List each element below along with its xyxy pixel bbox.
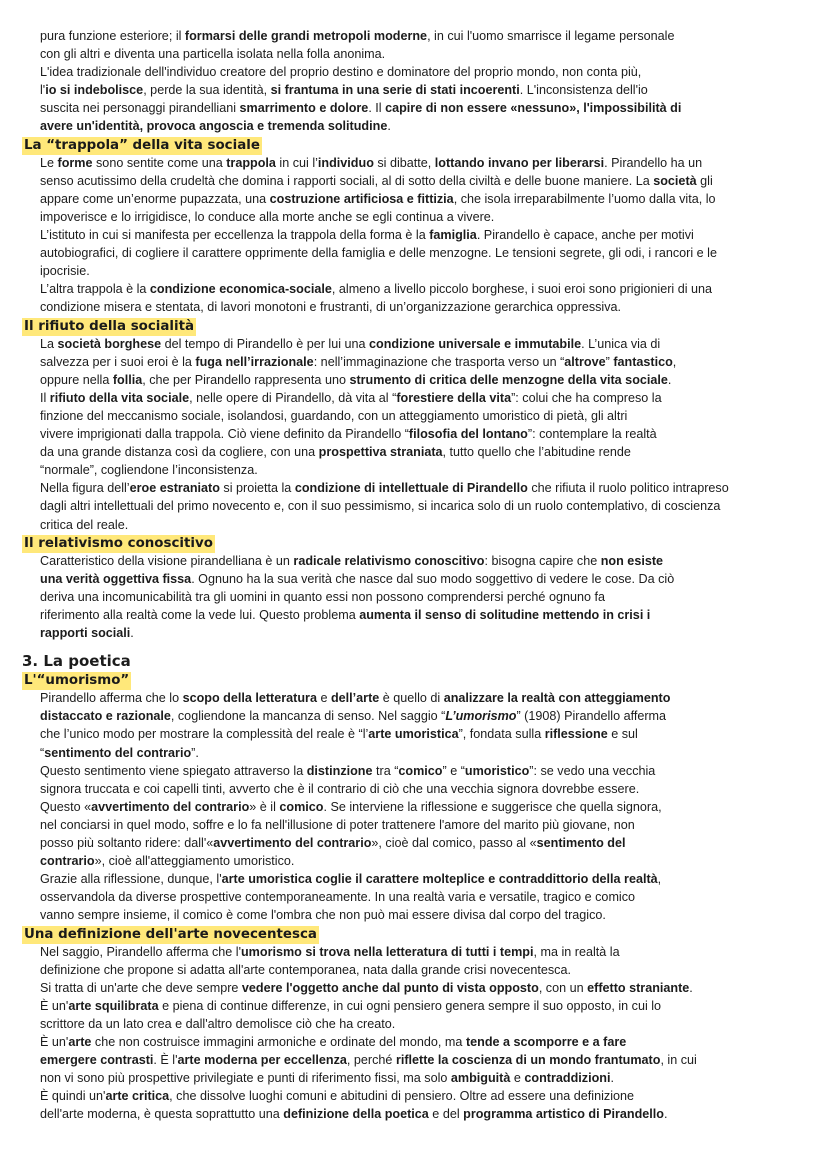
- section-heading-row: [22, 925, 804, 943]
- section-body: [40, 552, 804, 642]
- text-run: . Pirandello è capace, anche per motivi: [476, 228, 694, 243]
- text-line: [40, 552, 804, 570]
- text-line: [40, 870, 804, 888]
- text-line: [40, 117, 804, 135]
- bold-text-run: fantastico: [613, 354, 673, 369]
- text-run: posso più soltanto ridere: dall'«: [40, 836, 214, 851]
- text-line: [40, 570, 804, 588]
- bold-text-run: altrove: [564, 354, 606, 369]
- text-line: [40, 407, 804, 425]
- text-run: ”, fondata sulla: [458, 727, 545, 742]
- text-run: .: [667, 372, 672, 387]
- text-run: e: [316, 691, 331, 706]
- bold-text-run: condizione di intellettuale di Pirandello: [294, 481, 528, 496]
- text-line: [40, 707, 804, 725]
- text-line: [40, 497, 804, 515]
- text-run: ”: [605, 354, 614, 369]
- text-line: [40, 762, 804, 780]
- bold-text-run: arte critica: [105, 1089, 170, 1104]
- text-run: ”.: [191, 745, 199, 760]
- text-run: , con un: [538, 980, 588, 995]
- text-run: Questo «: [40, 799, 92, 814]
- text-line: [40, 461, 804, 479]
- sections-part-2: [22, 671, 804, 1123]
- text-run: senso acutissimo della crudeltà che domina i rapporti sociali, al di sotto della civiltà e delle buone maniere. La: [40, 173, 654, 188]
- text-line: [40, 262, 804, 280]
- text-run: e piena di continue differenze, in cui ogni pensiero genera sempre il suo opposto, in cui lo: [158, 998, 662, 1013]
- text-line: [40, 588, 804, 606]
- text-run: . Se interviene la riflessione e suggerisce che quella signora,: [323, 799, 662, 814]
- section-body: [40, 943, 804, 1124]
- text-run: critica del reale.: [40, 517, 129, 532]
- text-run: . Il: [368, 101, 386, 116]
- section-heading: L'“umorismo”: [22, 672, 131, 690]
- section-heading-row: [22, 136, 804, 154]
- text-line: [40, 226, 804, 244]
- text-line: [40, 280, 804, 298]
- text-run: suscita nei personaggi pirandelliani: [40, 101, 240, 116]
- text-run: ”: contemplare la realtà: [527, 427, 657, 442]
- text-run: È un': [40, 998, 69, 1013]
- text-run: non vi sono più prospettive privilegiate e punti di riferimento fissi, ma solo: [40, 1071, 451, 1086]
- text-line: [40, 353, 804, 371]
- text-line: [40, 834, 804, 852]
- text-run: ” (1908) Pirandello afferma: [516, 709, 667, 724]
- text-run: sono sentite come una: [92, 155, 227, 170]
- text-run: pura funzione esteriore; il: [40, 29, 185, 43]
- text-run: condizione misera e stentata, di lavori monotoni e frustranti, di un’organizzazione gerarchica oppressiva.: [40, 300, 622, 315]
- bold-text-run: radicale relativismo conoscitivo: [293, 553, 485, 568]
- text-run: in cui l’: [275, 155, 318, 170]
- text-run: , perché: [346, 1053, 396, 1068]
- intro-paragraph: [22, 27, 804, 136]
- text-line: [40, 961, 804, 979]
- bold-text-run: trappola: [226, 155, 276, 170]
- text-run: che rifiuta il ruolo politico intrapreso: [527, 481, 729, 496]
- section-body: [40, 335, 804, 534]
- text-run: oppure nella: [40, 372, 113, 387]
- text-line: [40, 208, 804, 226]
- text-line: [40, 63, 804, 81]
- text-run: impoverisce e lo irrigidisce, lo conduce alla morte anche se egli continua a vivere.: [40, 209, 495, 224]
- text-line: [40, 725, 804, 743]
- text-line: [40, 516, 804, 534]
- text-run: ,: [657, 872, 662, 887]
- text-run: che non costruisce immagini armoniche e ordinate del mondo, ma: [91, 1035, 466, 1050]
- section-body: [40, 689, 804, 924]
- bold-text-run: follia: [112, 372, 143, 387]
- bold-text-run: arte squilibrata: [68, 998, 159, 1013]
- text-run: , che dissolve luoghi comuni e abitudini di pensiero. Oltre ad essere una definizione: [169, 1089, 635, 1104]
- text-run: scrittore da un lato crea e dall'altro demolisce ciò che ha creato.: [40, 1016, 396, 1031]
- text-run: .: [689, 980, 693, 995]
- bold-text-run: dell’arte: [330, 691, 380, 706]
- text-run: deriva una incomunicabilità tra gli uomini in quanto essi non possono comprendersi perché ognuno fa: [40, 589, 605, 604]
- section-heading: Il relativismo conoscitivo: [22, 535, 215, 553]
- bold-text-run: forme: [57, 155, 93, 170]
- section-heading-row: [22, 534, 804, 552]
- text-run: .: [663, 1107, 668, 1122]
- text-run: Le: [40, 155, 58, 170]
- bold-text-run: ambiguità: [450, 1071, 511, 1086]
- bold-text-run: L’umorismo: [445, 709, 517, 724]
- text-run: dell'arte moderna, è questa soprattutto una: [40, 1107, 284, 1122]
- text-line: [40, 997, 804, 1015]
- bold-text-run: arte moderna per eccellenza: [177, 1053, 347, 1068]
- bold-text-run: forestiere della vita: [396, 390, 512, 405]
- bold-text-run: io si indebolisce: [45, 83, 144, 98]
- bold-text-run: sentimento del: [536, 836, 626, 851]
- text-run: osservandola da diverse prospettive contemporaneamente. In una realtà varia e versatile, tragico e comico: [40, 890, 636, 905]
- bold-text-run: analizzare la realtà con atteggiamento: [443, 691, 671, 706]
- section-body: [40, 154, 804, 317]
- text-run: , in cui: [660, 1053, 697, 1068]
- text-run: dagli altri intellettuali del primo novecento e, con il suo pessimismo, si incarica solo di un ruolo contemplativo, di coscienza: [40, 499, 721, 514]
- text-run: , ma in realtà la: [533, 944, 620, 959]
- text-run: La: [40, 336, 58, 351]
- text-run: . Ognuno ha la sua verità che nasce dal suo modo soggettivo di vedere le cose. Da ciò: [191, 571, 675, 586]
- text-run: Caratteristico della visione pirandelliana è un: [40, 553, 294, 568]
- text-line: [40, 1051, 804, 1069]
- text-run: . È l': [153, 1053, 178, 1068]
- text-run: : nell’immaginazione che trasporta verso un “: [313, 354, 565, 369]
- text-line: [40, 780, 804, 798]
- text-line: [40, 906, 804, 924]
- text-run: L’altra trappola è la: [40, 282, 150, 297]
- text-run: si proietta la: [219, 481, 295, 496]
- bold-text-run: avvertimento del contrario: [213, 836, 372, 851]
- bold-text-run: eroe estraniato: [129, 481, 220, 496]
- bold-text-run: contraddizioni: [524, 1071, 611, 1086]
- bold-text-run: famiglia: [429, 228, 477, 243]
- bold-text-run: capire di non essere «nessuno», l'impossibilità di: [385, 101, 682, 116]
- bold-text-run: una verità oggettiva fissa: [40, 571, 192, 586]
- text-run: . L’unica via di: [581, 336, 661, 351]
- text-line: [40, 443, 804, 461]
- text-line: [40, 172, 804, 190]
- text-run: L'idea tradizionale dell'individuo creatore del proprio destino e dominatore del proprio mondo, non conta più,: [40, 65, 642, 80]
- text-run: e sul: [607, 727, 638, 742]
- text-run: “: [40, 745, 45, 760]
- text-run: definizione che propone si adatta all'arte contemporanea, nata dalla grande crisi novecentesca.: [40, 962, 571, 977]
- text-run: : bisogna capire che: [484, 553, 601, 568]
- chapter-heading: [22, 651, 804, 671]
- bold-text-run: riflette la coscienza di un mondo frantumato: [395, 1053, 661, 1068]
- text-line: [40, 816, 804, 834]
- text-run: .: [130, 626, 134, 641]
- section-heading: Il rifiuto della socialità: [22, 318, 196, 336]
- bold-text-run: comico: [398, 763, 443, 778]
- text-run: . Pirandello ha un: [604, 155, 703, 170]
- bold-text-run: effetto straniante: [587, 980, 690, 995]
- paragraph: [40, 27, 804, 136]
- text-line: [40, 852, 804, 870]
- bold-text-run: sentimento del contrario: [44, 745, 192, 760]
- bold-text-run: formarsi delle grandi metropoli moderne: [184, 29, 428, 43]
- bold-text-run: rifiuto della vita sociale: [49, 390, 190, 405]
- text-run: l': [40, 83, 46, 98]
- text-run: vanno sempre insieme, il comico è come l'ombra che non può mai essere divisa dal corpo del tragico.: [40, 908, 606, 923]
- text-run: salvezza per i suoi eroi è la: [40, 354, 196, 369]
- text-run: gli: [696, 173, 713, 188]
- text-run: ”: se vedo una vecchia: [529, 763, 656, 778]
- text-run: e del: [428, 1107, 464, 1122]
- bold-text-run: arte: [68, 1035, 92, 1050]
- text-run: », cioè all'atteggiamento umoristico.: [94, 854, 295, 869]
- bold-text-run: umorismo si trova nella letteratura di tutti i tempi: [240, 944, 534, 959]
- bold-text-run: filosofia del lontano: [408, 427, 528, 442]
- bold-text-run: emergere contrasti: [40, 1053, 154, 1068]
- text-run: , in cui l'uomo smarrisce il legame personale: [427, 29, 675, 43]
- text-run: riferimento alla realtà come la vede lui. Questo problema: [40, 608, 360, 622]
- text-run: Pirandello afferma che lo: [40, 691, 183, 706]
- text-line: [40, 689, 804, 707]
- bold-text-run: programma artistico di Pirandello: [463, 1107, 664, 1122]
- text-line: [40, 154, 804, 172]
- sections-part-1: [22, 136, 804, 643]
- section-heading: Una definizione dell'arte novecentesca: [22, 926, 319, 944]
- text-line: [40, 744, 804, 762]
- text-run: ”: colui che ha compreso la: [511, 390, 662, 405]
- bold-text-run: distaccato e razionale: [40, 709, 171, 724]
- text-line: [40, 1087, 804, 1105]
- bold-text-run: avere un'identità, provoca angoscia e tremenda solitudine: [40, 119, 388, 134]
- text-run: , cogliendone la mancanza di senso. Nel saggio “: [170, 709, 446, 724]
- bold-text-run: avvertimento del contrario: [91, 799, 250, 814]
- text-run: del tempo di Pirandello è per lui una: [161, 336, 370, 351]
- bold-text-run: definizione della poetica: [283, 1107, 429, 1122]
- text-line: [40, 798, 804, 816]
- text-run: .: [387, 119, 391, 134]
- chapter-title: 3. La poetica: [22, 652, 131, 671]
- text-run: appare come un’enorme pupazzata, una: [40, 191, 270, 206]
- bold-text-run: strumento di critica delle menzogne della vita sociale: [349, 372, 668, 387]
- bold-text-run: arte umoristica: [368, 727, 459, 742]
- text-line: [40, 335, 804, 353]
- bold-text-run: fuga nell’irrazionale: [195, 354, 314, 369]
- bold-text-run: contrario: [40, 854, 95, 869]
- text-run: tra “: [372, 763, 399, 778]
- bold-text-run: arte umoristica coglie il carattere molteplice e contraddittorio della realtà: [221, 872, 658, 887]
- text-line: [40, 244, 804, 262]
- text-run: Nel saggio, Pirandello afferma che l': [40, 944, 241, 959]
- text-line: [40, 425, 804, 443]
- text-run: , almeno a livello piccolo borghese, i suoi eroi sono prigionieri di una: [331, 282, 713, 297]
- text-run: ” e “: [442, 763, 465, 778]
- bold-text-run: vedere l'oggetto anche dal punto di vista opposto: [241, 980, 539, 995]
- text-line: [40, 190, 804, 208]
- bold-text-run: tende a scomporre e a fare: [465, 1035, 627, 1050]
- text-run: , nelle opere di Pirandello, dà vita al “: [189, 390, 397, 405]
- section-heading-row: [22, 671, 804, 689]
- text-run: Grazie alla riflessione, dunque, l': [40, 872, 222, 887]
- bold-text-run: umoristico: [464, 763, 530, 778]
- text-run: , che per Pirandello rappresenta uno: [142, 372, 350, 387]
- bold-text-run: comico: [279, 799, 324, 814]
- text-run: “normale”, cogliendone l’inconsistenza.: [40, 463, 258, 478]
- bold-text-run: aumenta il senso di solitudine mettendo in crisi i: [359, 608, 651, 622]
- text-line: [40, 943, 804, 961]
- text-line: [40, 81, 804, 99]
- text-run: vivere imprigionati dalla trappola. Ciò viene definito da Pirandello “: [40, 427, 409, 442]
- text-run: .: [610, 1071, 614, 1086]
- section-heading-row: [22, 317, 804, 335]
- bold-text-run: prospettiva straniata: [318, 445, 443, 460]
- text-run: , che isola irreparabilmente l’uomo dalla vita, lo: [453, 191, 716, 206]
- text-line: [40, 27, 804, 45]
- text-line: [40, 1033, 804, 1051]
- bold-text-run: distinzione: [306, 763, 373, 778]
- bold-text-run: rapporti sociali: [40, 626, 131, 641]
- text-run: Questo sentimento viene spiegato attraverso la: [40, 763, 307, 778]
- bold-text-run: scopo della letteratura: [182, 691, 317, 706]
- text-line: [40, 99, 804, 117]
- bold-text-run: condizione economica-sociale: [149, 282, 332, 297]
- text-run: » è il: [249, 799, 280, 814]
- text-line: [40, 979, 804, 997]
- text-run: nel conciarsi in quel modo, soffre e lo fa nell'illusione di poter trattenere l'amore del marito più giovane, non: [40, 817, 635, 832]
- bold-text-run: smarrimento e dolore: [239, 101, 369, 116]
- text-line: [40, 298, 804, 316]
- text-run: autobiografici, di cogliere il carattere opprimente della famiglia e delle menzogne. Le tensioni segrete, gli odi, i rancori e le: [40, 246, 717, 261]
- text-run: e: [510, 1071, 525, 1086]
- text-run: signora truccata e coi capelli tinti, avverto che è il contrario di ciò che una vecchia signora dovrebbe essere.: [40, 781, 640, 796]
- text-run: ,: [672, 354, 677, 369]
- bold-text-run: condizione universale e immutabile: [369, 336, 582, 351]
- text-run: ipocrisie.: [40, 264, 90, 279]
- text-run: È un': [40, 1035, 69, 1050]
- bold-text-run: non esiste: [600, 553, 664, 568]
- section-heading: La “trappola” della vita sociale: [22, 137, 262, 155]
- text-run: Si tratta di un'arte che deve sempre: [40, 980, 242, 995]
- bold-text-run: riflessione: [544, 727, 608, 742]
- bold-text-run: società borghese: [57, 336, 162, 351]
- text-line: [40, 371, 804, 389]
- text-run: L’istituto in cui si manifesta per eccellenza la trappola della forma è la: [40, 228, 430, 243]
- text-run: è quello di: [379, 691, 444, 706]
- text-run: », cioè dal comico, passo al «: [371, 836, 537, 851]
- text-line: [40, 888, 804, 906]
- text-run: finzione del meccanismo sociale, isolandosi, guardando, con un atteggiamento umoristico di pietà, gli altri: [40, 408, 628, 423]
- text-line: [40, 606, 804, 624]
- text-run: . L'inconsistenza dell'io: [519, 83, 648, 98]
- text-run: , tutto quello che l’abitudine rende: [442, 445, 631, 460]
- text-line: [40, 1015, 804, 1033]
- bold-text-run: individuo: [317, 155, 374, 170]
- text-run: si dibatte,: [373, 155, 435, 170]
- text-line: [40, 389, 804, 407]
- text-line: [40, 1105, 804, 1123]
- text-run: Nella figura dell’: [40, 481, 130, 496]
- text-line: [40, 479, 804, 497]
- text-run: , perde la sua identità,: [143, 83, 271, 98]
- text-run: È quindi un': [40, 1089, 106, 1104]
- bold-text-run: si frantuma in una serie di stati incoerenti: [270, 83, 520, 98]
- text-run: Il: [40, 390, 50, 405]
- bold-text-run: lottando invano per liberarsi: [434, 155, 605, 170]
- text-run: da una grande distanza così da cogliere, con una: [40, 445, 319, 460]
- text-line: [40, 45, 804, 63]
- text-line: [40, 1069, 804, 1087]
- text-run: che l’unico modo per mostrare la complessità del reale è “l’: [40, 727, 369, 742]
- text-run: con gli altri e diventa una particella isolata nella folla anonima.: [40, 47, 386, 62]
- text-line: [40, 624, 804, 642]
- bold-text-run: costruzione artificiosa e fittizia: [269, 191, 454, 206]
- bold-text-run: società: [653, 173, 697, 188]
